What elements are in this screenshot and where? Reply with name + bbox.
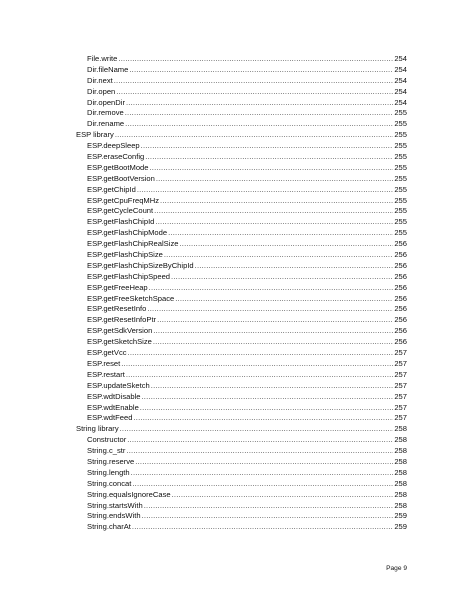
- toc-entry[interactable]: [0, 413, 463, 424]
- toc-entry-page-number: 258: [394, 489, 407, 499]
- toc-entry[interactable]: [0, 435, 463, 446]
- toc-entry-page-number: 259: [394, 522, 407, 532]
- dot-leader: [172, 490, 394, 501]
- toc-entry-label: ESP.getFlashChipRealSize: [87, 239, 179, 249]
- toc-entry[interactable]: [0, 196, 463, 207]
- toc-entry-label: Dir.openDir: [87, 97, 125, 107]
- toc-entry-label: ESP.getFlashChipId: [87, 217, 155, 227]
- toc-entry[interactable]: [0, 239, 463, 250]
- toc-entry-label: ESP.restart: [87, 369, 125, 379]
- toc-entry-page-number: 255: [394, 130, 407, 140]
- dot-leader: [154, 206, 393, 217]
- toc-entry-label: ESP.getResetInfo: [87, 304, 147, 314]
- toc-entry-label: String.length: [87, 467, 130, 477]
- toc-entry-label: String.charAt: [87, 522, 131, 532]
- toc-entry[interactable]: [0, 228, 463, 239]
- dot-leader: [132, 479, 393, 490]
- dot-leader: [140, 403, 394, 414]
- dot-leader: [137, 185, 393, 196]
- toc-entry[interactable]: [0, 152, 463, 163]
- toc-entry-label: Dir.open: [87, 86, 116, 96]
- page-number: Page 9: [386, 565, 407, 572]
- dot-leader: [142, 511, 394, 522]
- toc-entry-page-number: 255: [394, 173, 407, 183]
- dot-leader: [171, 272, 393, 283]
- toc-entry-label: ESP.updateSketch: [87, 380, 150, 390]
- toc-entry-label: String.endsWith: [87, 511, 141, 521]
- toc-entry[interactable]: [0, 261, 463, 272]
- toc-entry-page-number: 256: [394, 315, 407, 325]
- toc-entry[interactable]: [0, 381, 463, 392]
- toc-entry[interactable]: [0, 479, 463, 490]
- dot-leader: [141, 141, 394, 152]
- toc-entry-label: ESP.reset: [87, 358, 121, 368]
- toc-entry-label: ESP.wdtEnable: [87, 402, 139, 412]
- toc-entry-label: Dir.rename: [87, 119, 125, 129]
- toc-entry[interactable]: [0, 304, 463, 315]
- toc-entry-page-number: 257: [394, 348, 407, 358]
- toc-entry-page-number: 257: [394, 380, 407, 390]
- dot-leader: [120, 424, 394, 435]
- toc-entry-page-number: 258: [394, 424, 407, 434]
- toc-entry[interactable]: [0, 348, 463, 359]
- toc-entry[interactable]: [0, 446, 463, 457]
- toc-entry-label: ESP.getBootVersion: [87, 173, 155, 183]
- dot-leader: [145, 152, 393, 163]
- toc-entry[interactable]: [0, 326, 463, 337]
- toc-entry[interactable]: [0, 283, 463, 294]
- toc-entry-page-number: 258: [394, 446, 407, 456]
- toc-entry[interactable]: [0, 174, 463, 185]
- toc-entry-page-number: 258: [394, 478, 407, 488]
- toc-entry-page-number: 257: [394, 402, 407, 412]
- toc-entry-label: Dir.remove: [87, 108, 124, 118]
- dot-leader: [116, 87, 393, 98]
- dot-leader: [115, 130, 393, 141]
- toc-entry-page-number: 255: [394, 152, 407, 162]
- dot-leader: [132, 522, 393, 533]
- toc-entry-page-number: 255: [394, 217, 407, 227]
- toc-entry-label: ESP.getResetInfoPtr: [87, 315, 157, 325]
- toc-entry-label: String.equalsIgnoreCase: [87, 489, 171, 499]
- toc-entry-page-number: 255: [394, 206, 407, 216]
- toc-entry-label: ESP.getSdkVersion: [87, 326, 153, 336]
- toc-entry-page-number: 256: [394, 271, 407, 281]
- toc-entry[interactable]: [0, 468, 463, 479]
- toc-entry-label: String.startsWith: [87, 500, 143, 510]
- toc-entry-label: ESP.getSketchSize: [87, 337, 152, 347]
- toc-entry[interactable]: [0, 185, 463, 196]
- toc-entry[interactable]: [0, 130, 463, 141]
- toc-entry[interactable]: [0, 98, 463, 109]
- dot-leader: [126, 446, 393, 457]
- toc-entry-label: ESP.getFreeHeap: [87, 282, 148, 292]
- dot-leader: [126, 98, 393, 109]
- toc-entry-page-number: 256: [394, 282, 407, 292]
- toc-entry-label: ESP library: [76, 130, 114, 140]
- dot-leader: [168, 228, 393, 239]
- toc-entry-label: Constructor: [87, 435, 127, 445]
- toc-entry-page-number: 256: [394, 260, 407, 270]
- dot-leader: [131, 468, 394, 479]
- toc-entry-page-number: 255: [394, 195, 407, 205]
- toc-entry-page-number: 254: [394, 86, 407, 96]
- toc-entry-label: ESP.getVcc: [87, 348, 127, 358]
- toc-entry-page-number: 255: [394, 184, 407, 194]
- toc-entry-page-number: 255: [394, 162, 407, 172]
- toc-entry-label: String.concat: [87, 478, 132, 488]
- toc-entry-page-number: 254: [394, 64, 407, 74]
- toc-entry-label: ESP.getFlashChipSizeByChipId: [87, 260, 194, 270]
- toc-entry-label: String library: [76, 424, 119, 434]
- toc-entry[interactable]: [0, 392, 463, 403]
- toc-entry[interactable]: [0, 217, 463, 228]
- toc-entry[interactable]: [0, 141, 463, 152]
- toc-entry[interactable]: [0, 501, 463, 512]
- toc-entry[interactable]: [0, 457, 463, 468]
- dot-leader: [144, 501, 394, 512]
- toc-entry[interactable]: [0, 403, 463, 414]
- toc-entry[interactable]: [0, 370, 463, 381]
- toc-entry-label: ESP.getCpuFreqMHz: [87, 195, 160, 205]
- toc-entry-page-number: 257: [394, 369, 407, 379]
- dot-leader: [133, 413, 393, 424]
- dot-leader: [153, 337, 393, 348]
- toc-entry[interactable]: [0, 359, 463, 370]
- toc-entry-page-number: 256: [394, 293, 407, 303]
- dot-leader: [114, 76, 394, 87]
- toc-entry-label: Dir.fileName: [87, 64, 129, 74]
- toc-entry-page-number: 259: [394, 511, 407, 521]
- toc-entry[interactable]: [0, 511, 463, 522]
- dot-leader: [175, 294, 393, 305]
- table-of-contents: [0, 54, 463, 533]
- toc-entry-label: ESP.getFlashChipSpeed: [87, 271, 171, 281]
- toc-entry-label: String.reserve: [87, 456, 135, 466]
- toc-entry[interactable]: [0, 54, 463, 65]
- dot-leader: [195, 261, 394, 272]
- toc-entry-page-number: 254: [394, 97, 407, 107]
- toc-entry-page-number: 256: [394, 326, 407, 336]
- toc-entry[interactable]: [0, 163, 463, 174]
- toc-entry-label: ESP.getFlashChipMode: [87, 228, 168, 238]
- toc-entry-label: Dir.next: [87, 75, 113, 85]
- toc-entry[interactable]: [0, 206, 463, 217]
- toc-entry-page-number: 258: [394, 435, 407, 445]
- dot-leader: [125, 119, 393, 130]
- toc-entry-label: ESP.getCycleCount: [87, 206, 154, 216]
- toc-entry[interactable]: [0, 424, 463, 435]
- dot-leader: [149, 283, 394, 294]
- toc-entry-label: ESP.deepSleep: [87, 141, 140, 151]
- toc-entry-page-number: 254: [394, 75, 407, 85]
- toc-entry-page-number: 257: [394, 358, 407, 368]
- dot-leader: [147, 304, 393, 315]
- dot-leader: [141, 392, 393, 403]
- toc-entry-page-number: 255: [394, 228, 407, 238]
- toc-entry-page-number: 258: [394, 467, 407, 477]
- dot-leader: [179, 239, 393, 250]
- toc-entry-label: ESP.getChipId: [87, 184, 136, 194]
- toc-entry-label: String.c_str: [87, 446, 126, 456]
- dot-leader: [126, 370, 393, 381]
- dot-leader: [121, 359, 393, 370]
- dot-leader: [164, 250, 393, 261]
- toc-entry-label: ESP.eraseConfig: [87, 152, 145, 162]
- dot-leader: [157, 315, 393, 326]
- toc-entry-page-number: 256: [394, 304, 407, 314]
- toc-entry-page-number: 256: [394, 239, 407, 249]
- dot-leader: [118, 54, 393, 65]
- toc-entry[interactable]: [0, 250, 463, 261]
- toc-entry-page-number: 258: [394, 456, 407, 466]
- dot-leader: [155, 217, 393, 228]
- toc-entry[interactable]: [0, 87, 463, 98]
- toc-entry-page-number: 257: [394, 391, 407, 401]
- dot-leader: [129, 65, 393, 76]
- toc-entry[interactable]: [0, 119, 463, 130]
- dot-leader: [156, 174, 393, 185]
- dot-leader: [135, 457, 393, 468]
- toc-entry-label: ESP.wdtFeed: [87, 413, 133, 423]
- dot-leader: [150, 163, 394, 174]
- toc-entry-label: ESP.getFreeSketchSpace: [87, 293, 175, 303]
- toc-entry[interactable]: [0, 490, 463, 501]
- dot-leader: [153, 326, 393, 337]
- toc-entry[interactable]: [0, 522, 463, 533]
- toc-entry-page-number: 258: [394, 500, 407, 510]
- toc-entry-page-number: 255: [394, 141, 407, 151]
- toc-entry-page-number: 256: [394, 337, 407, 347]
- toc-entry-page-number: 256: [394, 250, 407, 260]
- dot-leader: [125, 108, 394, 119]
- toc-entry[interactable]: [0, 76, 463, 87]
- toc-entry-label: ESP.getFlashChipSize: [87, 250, 163, 260]
- toc-entry-page-number: 255: [394, 119, 407, 129]
- toc-entry[interactable]: [0, 315, 463, 326]
- toc-entry-page-number: 254: [394, 54, 407, 63]
- dot-leader: [151, 381, 394, 392]
- toc-entry-label: File.write: [87, 54, 118, 63]
- dot-leader: [127, 435, 393, 446]
- toc-entry[interactable]: [0, 65, 463, 76]
- dot-leader: [160, 196, 393, 207]
- toc-entry[interactable]: [0, 294, 463, 305]
- toc-entry[interactable]: [0, 272, 463, 283]
- dot-leader: [128, 348, 394, 359]
- toc-entry-label: ESP.getBootMode: [87, 162, 149, 172]
- toc-entry[interactable]: [0, 337, 463, 348]
- toc-entry-label: ESP.wdtDisable: [87, 391, 141, 401]
- toc-entry[interactable]: [0, 108, 463, 119]
- toc-entry-page-number: 257: [394, 413, 407, 423]
- toc-entry-page-number: 255: [394, 108, 407, 118]
